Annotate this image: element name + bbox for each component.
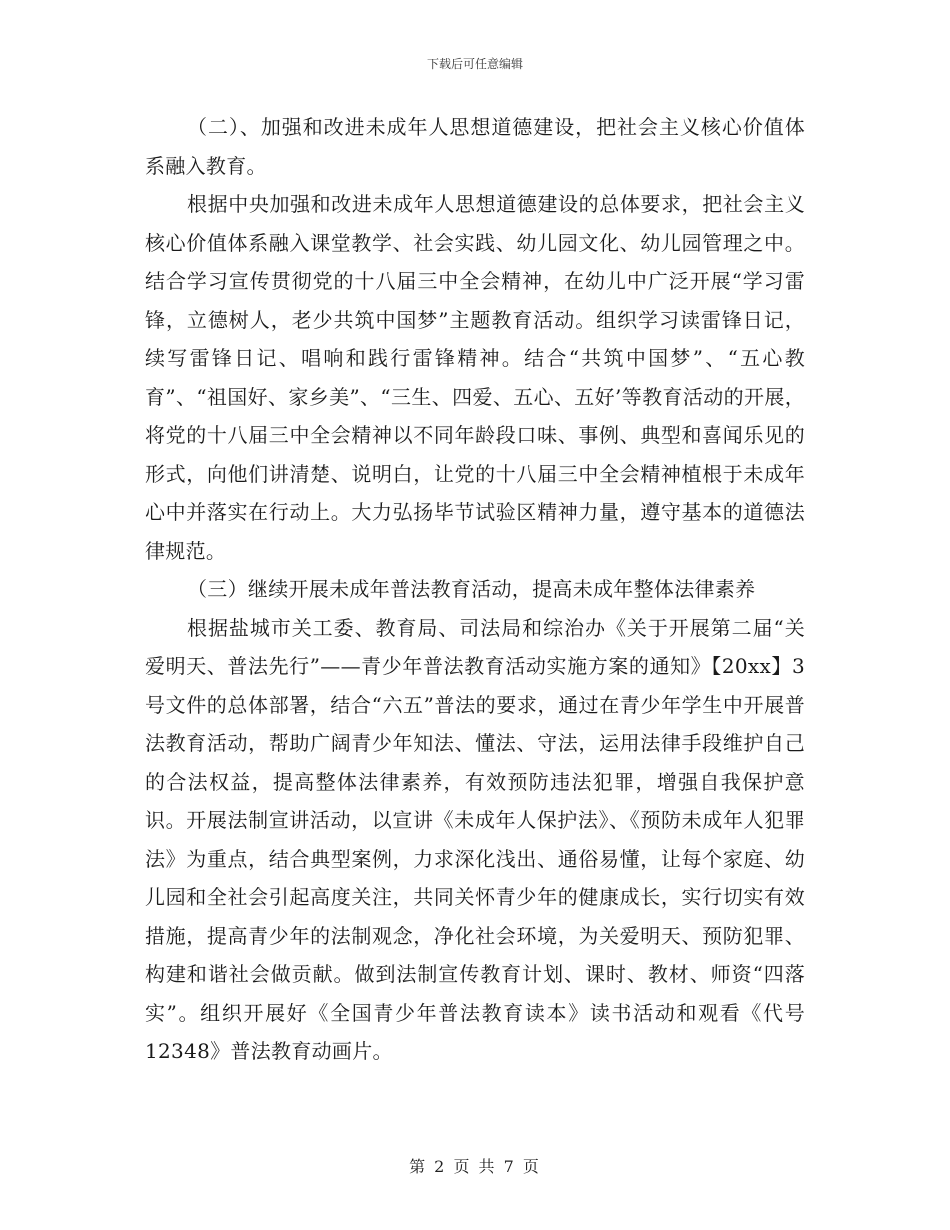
document-body: [145, 108, 805, 1071]
body-paragraph: 根据中央加强和改进未成年人思想道德建设的总体要求，把社会主义核心价值体系融入课堂教学、社会实践、幼儿园文化、幼儿园管理之中。结合学习宣传贯彻党的十八届三中全会精神，在幼儿中广泛开展“学习雷锋，立德树人，老少共筑中国梦”主题教育活动。组织学习读雷锋日记，续写雷锋日记、唱响和践行雷锋精神。结合“共筑中国梦”、“五心教育”、“祖国好、家乡美”、“三生、四爱、五心、五好’等教育活动的开展，将党的十八届三中全会精神以不同年龄段口味、事例、典型和喜闻乐见的形式，向他们讲清楚、说明白，让党的十八届三中全会精神植根于未成年心中并落实在行动上。大力弘扬毕节试验区精神力量，遵守基本的道德法律规范。: [145, 192, 805, 563]
body-paragraph: 根据盐城市关工委、教育局、司法局和综治办《关于开展第二届“关爱明天、普法先行”——青少年普法教育活动实施方案的通知》【20xx】3号文件的总体部署，结合“六五”普法的要求，通过在青少年学生中开展普法教育活动，帮助广阔青少年知法、懂法、守法，运用法律手段维护自己的合法权益，提高整体法律素养，有效预防违法犯罪，增强自我保护意识。开展法制宣讲活动，以宣讲《未成年人保护法》、《预防未成年人犯罪法》为重点，结合典型案例，力求深化浅出、通俗易懂，让每个家庭、幼儿园和全社会引起高度关注，共同关怀青少年的健康成长，实行切实有效措施，提高青少年的法制观念，净化社会环境，为关爱明天、预防犯罪、构建和谐社会做贡献。做到法制宣传教育计划、课时、教材、师资“四落实”。组织开展好《全国青少年普法教育读本》读书活动和观看《代号12348》普法教育动画片。: [145, 615, 805, 1063]
section-heading-2: （二）、加强和改进未成年人思想道德建设，把社会主义核心价值体系融入教育。: [145, 115, 805, 178]
page-number: 第 2 页 共 7 页: [409, 1157, 541, 1176]
section-heading-3: （三）继续开展未成年普法教育活动，提高未成年整体法律素养: [187, 577, 756, 601]
page-header: 下载后可任意编辑: [426, 57, 523, 71]
